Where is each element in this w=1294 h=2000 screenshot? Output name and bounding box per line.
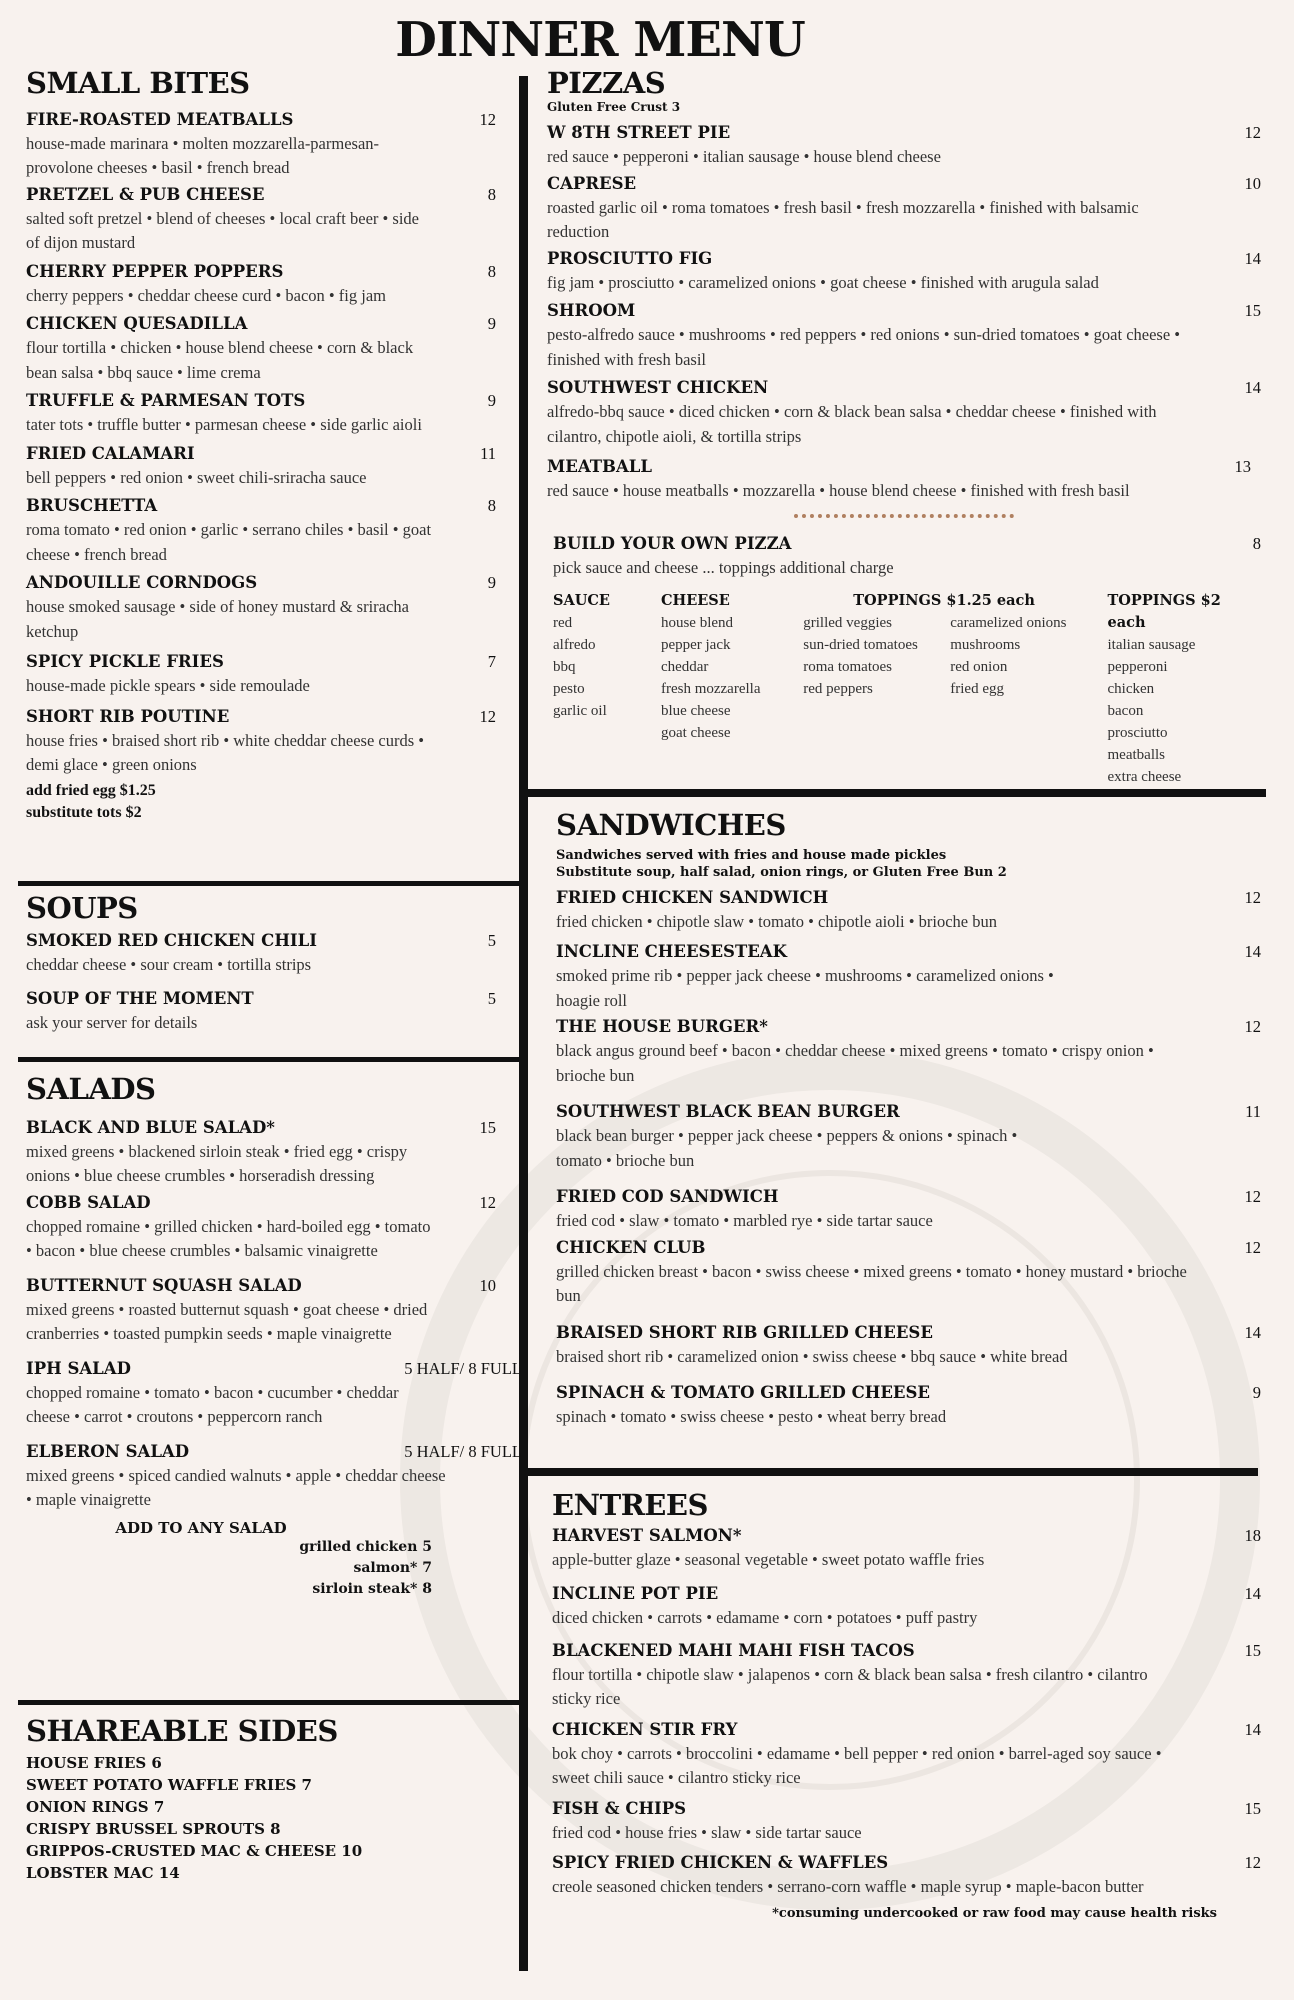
item-name: W 8TH STREET PIE	[547, 123, 731, 143]
item-desc: ask your server for details	[26, 1013, 198, 1033]
item-name: SPINACH & TOMATO GRILLED CHEESE	[556, 1383, 930, 1403]
item-price: 12	[1244, 123, 1261, 143]
add-to-salad	[26, 1519, 496, 1600]
item-desc: braised short rib • caramelized onion • swiss cheese • bbq sauce • white bread	[556, 1346, 1068, 1366]
menu-item	[26, 705, 496, 778]
menu-item	[547, 121, 1261, 170]
item-price: 14	[1244, 378, 1261, 398]
item-price: 9	[487, 314, 496, 334]
salads-section	[26, 1072, 522, 1600]
item-name: IPH SALAD	[26, 1358, 131, 1378]
item-desc: cherry peppers • cheddar cheese curd • bacon • fig jam	[26, 285, 386, 305]
item-desc: smoked prime rib • pepper jack cheese • mushrooms • caramelized onions • hoagie roll	[556, 966, 1054, 1010]
item-name: FISH & CHIPS	[552, 1798, 687, 1818]
item-price: 12	[479, 706, 496, 726]
item-name: TRUFFLE & PARMESAN TOTS	[26, 391, 306, 411]
side-item: SWEET POTATO WAFFLE FRIES 7	[26, 1775, 312, 1794]
section-title: SOUPS	[26, 891, 138, 925]
item-desc: flour tortilla • chipotle slaw • jalapenos • corn & black bean salsa • fresh cilantro • cilantro sticky rice	[552, 1664, 1148, 1709]
cheese-options: CHEESE house blend pepper jack cheddar fresh mozzarella blue cheese goat cheese	[660, 592, 761, 742]
item-desc: fried cod • slaw • tomato • marbled rye • side tartar sauce	[556, 1211, 933, 1231]
item-desc: bell peppers • red onion • sweet chili-sriracha sauce	[26, 467, 367, 487]
section-title: ENTREES	[552, 1488, 708, 1522]
item-price: 15	[1244, 1798, 1261, 1818]
menu-item	[26, 1274, 496, 1347]
menu-item	[26, 987, 496, 1036]
item-price: 12	[1244, 1853, 1261, 1873]
section-title: SALADS	[26, 1072, 156, 1106]
item-desc: mixed greens • blackened sirloin steak • fried egg • crispy onions • blue cheese crumbles • horseradish dressing	[26, 1141, 408, 1186]
item-price: 8	[1252, 533, 1261, 553]
item-price: 12	[1244, 887, 1261, 907]
item-price: 11	[1245, 1102, 1261, 1122]
item-desc: house smoked sausage • side of honey mustard & sriracha ketchup	[26, 597, 409, 641]
menu-item	[547, 455, 1261, 504]
item-name: THE HOUSE BURGER*	[556, 1017, 768, 1037]
item-desc: chopped romaine • grilled chicken • hard-boiled egg • tomato • bacon • blue cheese crumbles • balsamic vinaigrette	[26, 1216, 431, 1261]
menu-item	[26, 929, 496, 978]
section-title: SHAREABLE SIDES	[26, 1714, 338, 1748]
side-item: ONION RINGS 7	[26, 1797, 165, 1816]
item-desc: tater tots • truffle butter • parmesan cheese • side garlic aioli	[26, 415, 422, 435]
item-name: CHICKEN CLUB	[556, 1237, 706, 1257]
item-name: BUILD YOUR OWN PIZZA	[553, 533, 792, 553]
menu-item	[552, 1639, 1261, 1712]
side-item: GRIPPOS-CRUSTED MAC & CHEESE 10	[26, 1841, 363, 1860]
menu-item	[556, 1185, 1261, 1234]
item-name: SHROOM	[547, 301, 636, 321]
item-price: 12	[1244, 1017, 1261, 1037]
section-subtitle: Sandwiches served with fries and house made pickles	[556, 847, 947, 863]
menu-item	[547, 247, 1261, 296]
item-desc: black angus ground beef • bacon • cheddar cheese • mixed greens • tomato • crispy onion • brioche bun	[556, 1041, 1154, 1085]
menu-item	[26, 571, 496, 644]
item-desc: mixed greens • spiced candied walnuts • apple • cheddar cheese • maple vinaigrette	[26, 1465, 446, 1510]
menu-item	[547, 172, 1261, 245]
item-name: COBB SALAD	[26, 1192, 151, 1212]
item-desc: house fries • braised short rib • white cheddar cheese curds • demi glace • green onions	[26, 730, 425, 775]
item-name: SPICY PICKLE FRIES	[26, 652, 224, 672]
section-divider	[18, 881, 521, 886]
item-desc: red sauce • pepperoni • italian sausage • house blend cheese	[547, 147, 941, 167]
item-price: 18	[1244, 1525, 1261, 1545]
menu-item	[556, 1321, 1261, 1370]
item-desc: fried cod • house fries • slaw • side tartar sauce	[552, 1822, 862, 1842]
item-price: 8	[487, 496, 496, 516]
item-price: 8	[487, 261, 496, 281]
side-item: CRISPY BRUSSEL SPROUTS 8	[26, 1819, 281, 1838]
item-price: 12	[479, 109, 496, 129]
item-price: 5 HALF/ 8 FULL	[404, 1358, 522, 1378]
item-desc: salted soft pretzel • blend of cheeses • local craft beer • side of dijon mustard	[26, 208, 419, 253]
menu-item	[26, 312, 496, 385]
sauce-options: SAUCE red alfredo bbq pesto garlic oil	[553, 592, 610, 720]
item-name: CHICKEN QUESADILLA	[26, 314, 248, 334]
column-divider	[519, 76, 528, 1971]
section-subtitle: Substitute soup, half salad, onion rings, or Gluten Free Bun 2	[556, 864, 1007, 880]
item-name: BRAISED SHORT RIB GRILLED CHEESE	[556, 1322, 933, 1342]
menu-item	[547, 376, 1261, 449]
item-name: BRUSCHETTA	[26, 496, 158, 516]
item-desc: flour tortilla • chicken • house blend cheese • corn & black bean salsa • bbq sauce • lime crema	[26, 338, 414, 382]
item-name: ELBERON SALAD	[26, 1441, 190, 1461]
soups-section	[26, 893, 496, 1036]
item-desc: black bean burger • pepper jack cheese • peppers & onions • spinach • tomato • brioche bun	[556, 1126, 1018, 1170]
item-price: 15	[1244, 301, 1261, 321]
item-price: 15	[1244, 1640, 1261, 1660]
menu-item	[26, 389, 496, 438]
item-name: SOUP OF THE MOMENT	[26, 989, 254, 1009]
item-price: 14	[1244, 248, 1261, 268]
item-price: 5 HALF/ 8 FULL	[404, 1441, 522, 1461]
add-on-note: add fried egg $1.25	[26, 781, 156, 799]
item-price: 9	[487, 573, 496, 593]
menu-item	[552, 1797, 1261, 1846]
item-price: 8	[487, 184, 496, 204]
section-title: SANDWICHES	[556, 808, 786, 842]
item-price: 12	[1244, 1237, 1261, 1257]
item-desc: mixed greens • roasted butternut squash • goat cheese • dried cranberries • toasted pumpkin seeds • maple vinaigrette	[26, 1299, 428, 1344]
item-name: CHERRY PEPPER POPPERS	[26, 261, 284, 281]
pizzas-section	[547, 68, 1261, 788]
menu-item	[552, 1524, 1261, 1573]
item-price: 14	[1244, 942, 1261, 962]
menu-item	[556, 1236, 1261, 1309]
add-to-salad-title: ADD TO ANY SALAD	[115, 1518, 287, 1537]
menu-item	[26, 1191, 496, 1264]
section-title: SMALL BITES	[26, 66, 250, 100]
dotted-divider	[794, 514, 1014, 518]
small-bites-section	[26, 68, 496, 824]
item-name: SOUTHWEST CHICKEN	[547, 378, 769, 398]
section-divider	[18, 1057, 521, 1062]
item-price: 14	[1244, 1322, 1261, 1342]
side-item: LOBSTER MAC 14	[26, 1863, 180, 1882]
section-divider	[18, 1700, 521, 1705]
menu-item	[26, 183, 496, 256]
item-desc: pick sauce and cheese ... toppings additional charge	[553, 557, 894, 577]
item-desc: house-made pickle spears • side remoulade	[26, 676, 310, 696]
item-price: 12	[1244, 1187, 1261, 1207]
menu-item	[26, 108, 496, 181]
item-desc: roasted garlic oil • roma tomatoes • fresh basil • fresh mozzarella • finished with balsamic reduction	[547, 197, 1139, 242]
menu-item	[556, 1015, 1261, 1088]
item-name: CAPRESE	[547, 173, 637, 193]
item-price: 7	[487, 652, 496, 672]
item-desc: fried chicken • chipotle slaw • tomato • chipotle aioli • brioche bun	[556, 911, 997, 931]
item-price: 10	[479, 1275, 496, 1295]
byo-options	[547, 590, 1261, 788]
sandwiches-section	[556, 810, 1261, 1430]
toppings-2-options: TOPPINGS $2 each italian sausage pepperoni chicken bacon prosciutto meatballs extra cheese	[1107, 592, 1221, 786]
item-desc: alfredo-bbq sauce • diced chicken • corn & black bean salsa • cheddar cheese • finished with cilantro, chipotle aioli, & tortilla strips	[547, 402, 1157, 446]
item-name: FRIED CALAMARI	[26, 443, 195, 463]
item-desc: pesto-alfredo sauce • mushrooms • red peppers • red onions • sun-dried tomatoes • goat cheese • finished with fresh basil	[547, 325, 1181, 369]
item-name: SMOKED RED CHICKEN CHILI	[26, 930, 317, 950]
small-bites-list	[26, 108, 496, 824]
menu-item	[26, 494, 496, 567]
item-price: 5	[487, 930, 496, 950]
add-option: sirloin steak* 8	[312, 1580, 432, 1597]
item-desc: bok choy • carrots • broccolini • edamame • bell pepper • red onion • barrel-aged soy sauce • sweet chili sauce • cilantro sticky rice	[552, 1743, 1162, 1788]
item-price: 14	[1244, 1719, 1261, 1739]
menu-item	[26, 1357, 522, 1430]
item-name: SHORT RIB POUTINE	[26, 706, 230, 726]
section-divider	[527, 1468, 1258, 1476]
health-footnote: *consuming undercooked or raw food may cause health risks	[772, 1905, 1217, 1921]
menu-item	[26, 260, 496, 309]
page-title: DINNER MENU	[395, 12, 805, 68]
item-name: FRIED CHICKEN SANDWICH	[556, 887, 829, 907]
item-price: 11	[480, 443, 496, 463]
menu-item	[552, 1718, 1261, 1791]
menu-item	[26, 1116, 496, 1189]
add-on-note: substitute tots $2	[26, 803, 142, 821]
item-name: INCLINE CHEESESTEAK	[556, 942, 787, 962]
menu-item	[547, 299, 1261, 372]
sides-section	[26, 1716, 496, 1884]
side-item: HOUSE FRIES 6	[26, 1753, 162, 1772]
menu-item	[26, 1440, 522, 1513]
item-name: BUTTERNUT SQUASH SALAD	[26, 1275, 302, 1295]
item-price: 15	[479, 1117, 496, 1137]
section-divider	[527, 789, 1266, 797]
menu-item	[556, 940, 1261, 1013]
item-price: 12	[479, 1192, 496, 1212]
item-price: 14	[1244, 1584, 1261, 1604]
item-desc: spinach • tomato • swiss cheese • pesto • wheat berry bread	[556, 1407, 947, 1427]
menu-item	[556, 886, 1261, 935]
entrees-section	[552, 1490, 1261, 1921]
toppings-125-options: TOPPINGS $1.25 each grilled veggies sun-dried tomatoes roma tomatoes red peppers caramelized onions mushrooms red onion fried egg	[803, 592, 1067, 698]
item-price: 9	[487, 391, 496, 411]
item-desc: apple-butter glaze • seasonal vegetable • sweet potato waffle fries	[552, 1549, 985, 1569]
menu-item	[26, 650, 496, 699]
item-desc: chopped romaine • tomato • bacon • cucumber • cheddar cheese • carrot • croutons • peppercorn ranch	[26, 1382, 399, 1427]
item-name: FIRE-ROASTED MEATBALLS	[26, 109, 294, 129]
item-desc: fig jam • prosciutto • caramelized onions • goat cheese • finished with arugula salad	[547, 272, 1099, 292]
item-name: PROSCIUTTO FIG	[547, 248, 713, 268]
item-desc: roma tomato • red onion • garlic • serrano chiles • basil • goat cheese • french bread	[26, 520, 432, 564]
item-name: BLACK AND BLUE SALAD*	[26, 1117, 275, 1137]
item-desc: diced chicken • carrots • edamame • corn • potatoes • puff pastry	[552, 1608, 978, 1628]
item-name: BLACKENED MAHI MAHI FISH TACOS	[552, 1640, 915, 1660]
item-price: 5	[487, 989, 496, 1009]
menu-item	[26, 442, 496, 491]
section-subtitle: Gluten Free Crust 3	[547, 99, 681, 114]
item-price: 13	[1234, 457, 1251, 477]
menu-item	[552, 1851, 1261, 1900]
item-desc: house-made marinara • molten mozzarella-parmesan-provolone cheeses • basil • french bread	[26, 133, 380, 178]
add-option: grilled chicken 5	[299, 1538, 432, 1555]
item-desc: red sauce • house meatballs • mozzarella • house blend cheese • finished with fresh basil	[547, 481, 1130, 501]
item-name: FRIED COD SANDWICH	[556, 1187, 779, 1207]
item-name: HARVEST SALMON*	[552, 1525, 742, 1545]
item-name: CHICKEN STIR FRY	[552, 1719, 738, 1739]
item-name: MEATBALL	[547, 457, 652, 477]
menu-item	[552, 1582, 1261, 1631]
item-desc: creole seasoned chicken tenders • serrano-corn waffle • maple syrup • maple-bacon butter	[552, 1877, 1144, 1897]
section-title: PIZZAS	[547, 66, 666, 100]
menu-item	[556, 1100, 1261, 1173]
item-name: INCLINE POT PIE	[552, 1584, 719, 1604]
item-name: SOUTHWEST BLACK BEAN BURGER	[556, 1102, 900, 1122]
add-option: salmon* 7	[353, 1559, 432, 1576]
item-price: 9	[1252, 1383, 1261, 1403]
item-name: PRETZEL & PUB CHEESE	[26, 184, 265, 204]
item-desc: cheddar cheese • sour cream • tortilla strips	[26, 954, 312, 974]
item-desc: grilled chicken breast • bacon • swiss cheese • mixed greens • tomato • honey mustard • brioche bun	[556, 1261, 1187, 1306]
menu-item	[556, 1381, 1261, 1430]
item-name: ANDOUILLE CORNDOGS	[26, 573, 258, 593]
item-name: SPICY FRIED CHICKEN & WAFFLES	[552, 1853, 889, 1873]
byo-pizza	[547, 532, 1261, 581]
item-price: 10	[1244, 173, 1261, 193]
